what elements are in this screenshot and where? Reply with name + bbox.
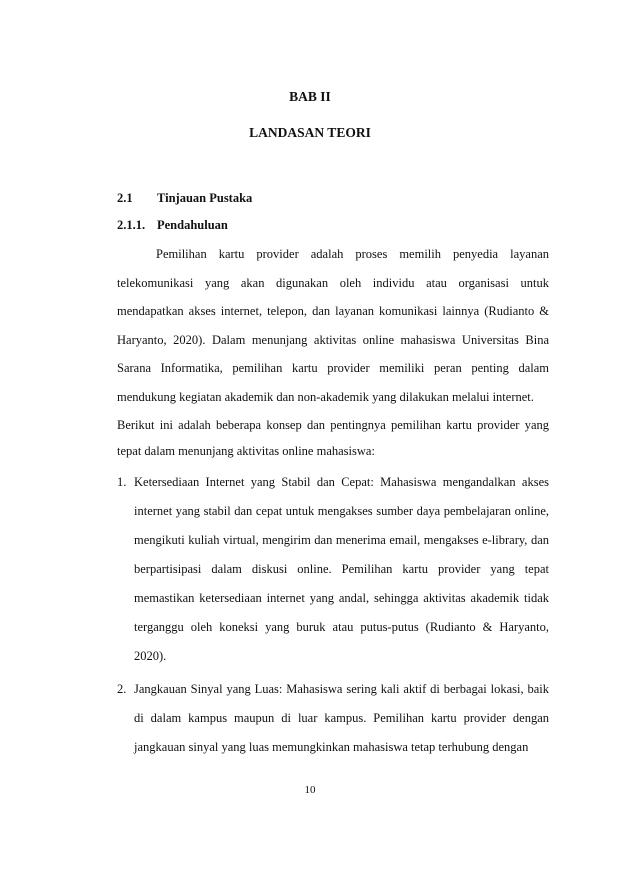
list-marker: 1. xyxy=(117,475,127,489)
list-item-text: Jangkauan Sinyal yang Luas: Mahasiswa sering kali aktif di berbagai lokasi, baik di dalam kampus maupun di luar kampus. Pemilihan kartu provider dengan jangkauan sinyal yang luas memungkinkan mahasiswa tetap terhubung dengan xyxy=(134,682,549,754)
paragraph-list-lead: Berikut ini adalah beberapa konsep dan pentingnya pemilihan kartu provider yang tepat dalam menunjang aktivitas online mahasiswa: xyxy=(117,418,549,458)
section-title: Tinjauan Pustaka xyxy=(157,191,253,205)
paragraph-intro: Pemilihan kartu provider adalah proses memilih penyedia layanan telekomunikasi yang akan digunakan oleh individu atau organisasi untuk mendapatkan akses internet, telepon, dan layanan komunikasi lainnya (Rudianto & Haryanto, 2020). Dalam menunjang aktivitas online mahasiswa Universitas Bina Sarana Informatika, pemilihan kartu provider memiliki peran penting dalam mendukung kegiatan akademik dan non-akademik yang dilakukan melalui internet. xyxy=(117,247,549,404)
chapter-label: BAB II xyxy=(289,89,331,104)
chapter-title: LANDASAN TEORI xyxy=(249,125,371,140)
section-heading-2-1-1 xyxy=(117,218,228,233)
section-number: 2.1.1. xyxy=(117,218,146,232)
list-item-text: Ketersediaan Internet yang Stabil dan Cepat: Mahasiswa mengandalkan akses internet yang stabil dan cepat untuk mengakses sumber daya pembelajaran online, mengikuti kuliah virtual, mengirim dan menerima email, mengakses e-library, dan berpartisipasi dalam diskusi online. Pemilihan kartu provider yang tepat memastikan ketersediaan internet yang andal, sehingga aktivitas akademik tidak terganggu oleh koneksi yang buruk atau putus-putus (Rudianto & Haryanto, 2020). xyxy=(134,475,549,663)
page-number: 10 xyxy=(304,784,316,796)
section-heading-2-1 xyxy=(117,191,252,206)
list-item xyxy=(117,675,549,762)
list-item xyxy=(117,468,549,671)
section-number: 2.1 xyxy=(117,191,133,205)
section-title: Pendahuluan xyxy=(157,218,228,232)
numbered-list xyxy=(117,468,549,762)
list-marker: 2. xyxy=(117,682,127,696)
